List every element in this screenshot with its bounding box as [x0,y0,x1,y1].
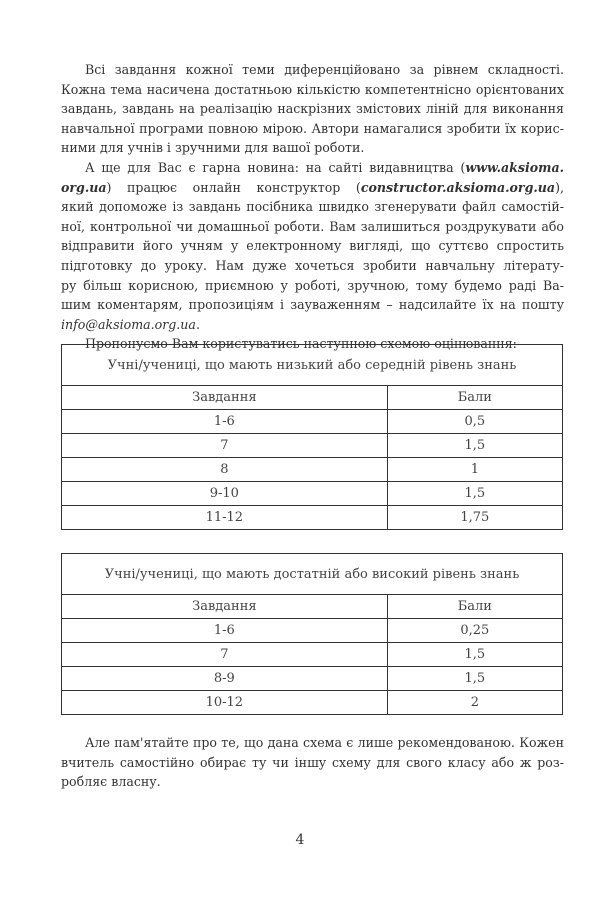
cell: 7 [62,434,388,458]
email-link[interactable]: info@aksioma.org.ua [61,316,196,332]
cell: 1 [387,458,562,482]
cell: 8 [62,458,388,482]
text-line: завдань, завдань на реалізацію наскрізних змістових ліній для виконання [61,101,564,117]
closing-text [61,733,564,792]
table-row [62,619,563,643]
website-link-cont[interactable]: org.ua [61,179,107,195]
grading-table-high [61,553,563,715]
text: ), [555,179,564,195]
cell: 1-6 [62,410,388,434]
text-line: ру більш корисною, приємною у роботі, зручною, тому будемо раді Ва- [61,277,564,293]
text-line: навчальної програми повною мірою. Автори намагалися зробити їх корис- [61,120,564,136]
cell: 7 [62,643,388,667]
text-line: Але пам'ятайте про те, що дана схема є лише рекомендованою. Кожен [85,735,564,750]
table-caption: Учні/учениці, що мають низький або середній рівень знань [62,345,563,386]
text-line: який допоможе із завдань посібника швидко згенерувати файл самостій- [61,199,564,215]
text-line: ними для учнів і зручними для вашої роботи. [61,140,365,156]
intro-text [61,60,564,354]
text-line: Всі завдання кожної теми диференційовано за рівнем складності. [85,62,564,77]
cell: 1-6 [62,619,388,643]
cell: 1,5 [387,434,562,458]
table-row [62,667,563,691]
table-caption: Учні/учениці, що мають достатній або високий рівень знань [62,554,563,595]
cell: 2 [387,691,562,715]
cell: 11-12 [62,506,388,530]
cell: 8-9 [62,667,388,691]
table-row [62,434,563,458]
text-line: ної, контрольної чи домашньої роботи. Вам залишиться роздрукувати або [61,218,564,234]
text-line: підготовку до уроку. Нам дуже хочеться зробити навчальну літерату- [61,257,564,273]
text-line [61,315,564,335]
text-line: Кожна тема насичена достатньою кількістю компетентнісно орієнтованих [61,81,564,97]
table-row [62,410,563,434]
text-line: Пропонуємо Вам користуватись наступною схемою оцінювання: [85,336,517,352]
table-row [62,506,563,530]
constructor-link[interactable]: constructor.aksioma.org.ua [360,179,556,195]
cell: 0,5 [387,410,562,434]
text-line [61,158,564,178]
cell: 9-10 [62,482,388,506]
text-line: шим коментарям, пропозиціям і зауваженням – надсилайте їх на пошту [61,297,564,313]
table-row [62,643,563,667]
grading-table-low [61,344,563,530]
cell: 1,5 [387,643,562,667]
cell: 10-12 [62,691,388,715]
cell: 1,5 [387,482,562,506]
table-row [62,482,563,506]
column-header: Бали [387,386,562,410]
cell: 1,5 [387,667,562,691]
column-header: Завдання [62,386,388,410]
text-line: відправити його учням у електронному вигляді, що суттєво спростить [61,238,564,254]
table-row [62,691,563,715]
table-row [62,458,563,482]
column-header: Завдання [62,595,388,619]
text: . [195,316,200,332]
text-line [61,178,564,198]
website-link[interactable]: www.aksioma. [465,159,564,175]
text: А ще для Вас є гарна новина: на сайті видавництва ( [85,159,466,175]
text-line: вчитель самостійно обирає ту чи іншу схему для свого класу або ж роз- [61,754,564,770]
column-header: Бали [387,595,562,619]
text-line: робляє власну. [61,774,161,790]
page-number: 4 [295,832,305,848]
cell: 0,25 [387,619,562,643]
cell: 1,75 [387,506,562,530]
text: ) працює онлайн конструктор ( [106,179,361,195]
